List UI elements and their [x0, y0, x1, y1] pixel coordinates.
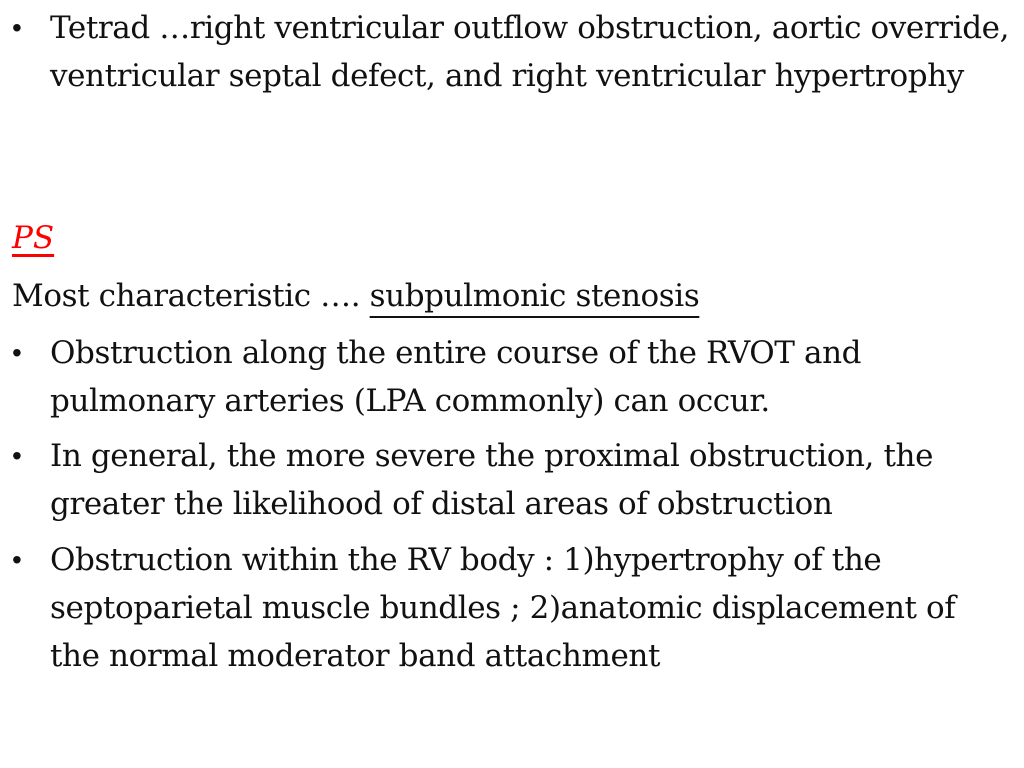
characteristic-value: subpulmonic stenosis	[369, 278, 700, 314]
bullet-tetrad	[12, 4, 1010, 100]
bullet-dot-icon: •	[12, 544, 22, 575]
bullet-dot-icon: •	[12, 337, 22, 368]
bullet-dot-icon: •	[12, 12, 22, 43]
bullet-text: Tetrad …right ventricular outflow obstruction, aortic override, ventricular septal defect, and right ventricular hypertrophy	[50, 10, 1010, 94]
bullet-dot-icon: •	[12, 440, 22, 471]
section-heading-ps: PS	[12, 220, 55, 256]
bullet-text: In general, the more severe the proximal obstruction, the greater the likelihood of distal areas of obstruction	[50, 438, 934, 522]
most-characteristic-line	[12, 272, 699, 320]
bullet-obstruction-course	[12, 329, 1010, 425]
bullet-text: Obstruction within the RV body : 1)hypertrophy of the septoparietal muscle bundles ; 2)anatomic displacement of the normal moderator band attachment	[50, 542, 956, 674]
bullet-proximal-distal	[12, 432, 1010, 528]
characteristic-prefix: Most characteristic ….	[12, 278, 361, 314]
bullet-text: Obstruction along the entire course of the RVOT and pulmonary arteries (LPA commonly) can occur.	[50, 335, 862, 419]
bullet-rv-body	[12, 536, 1010, 680]
